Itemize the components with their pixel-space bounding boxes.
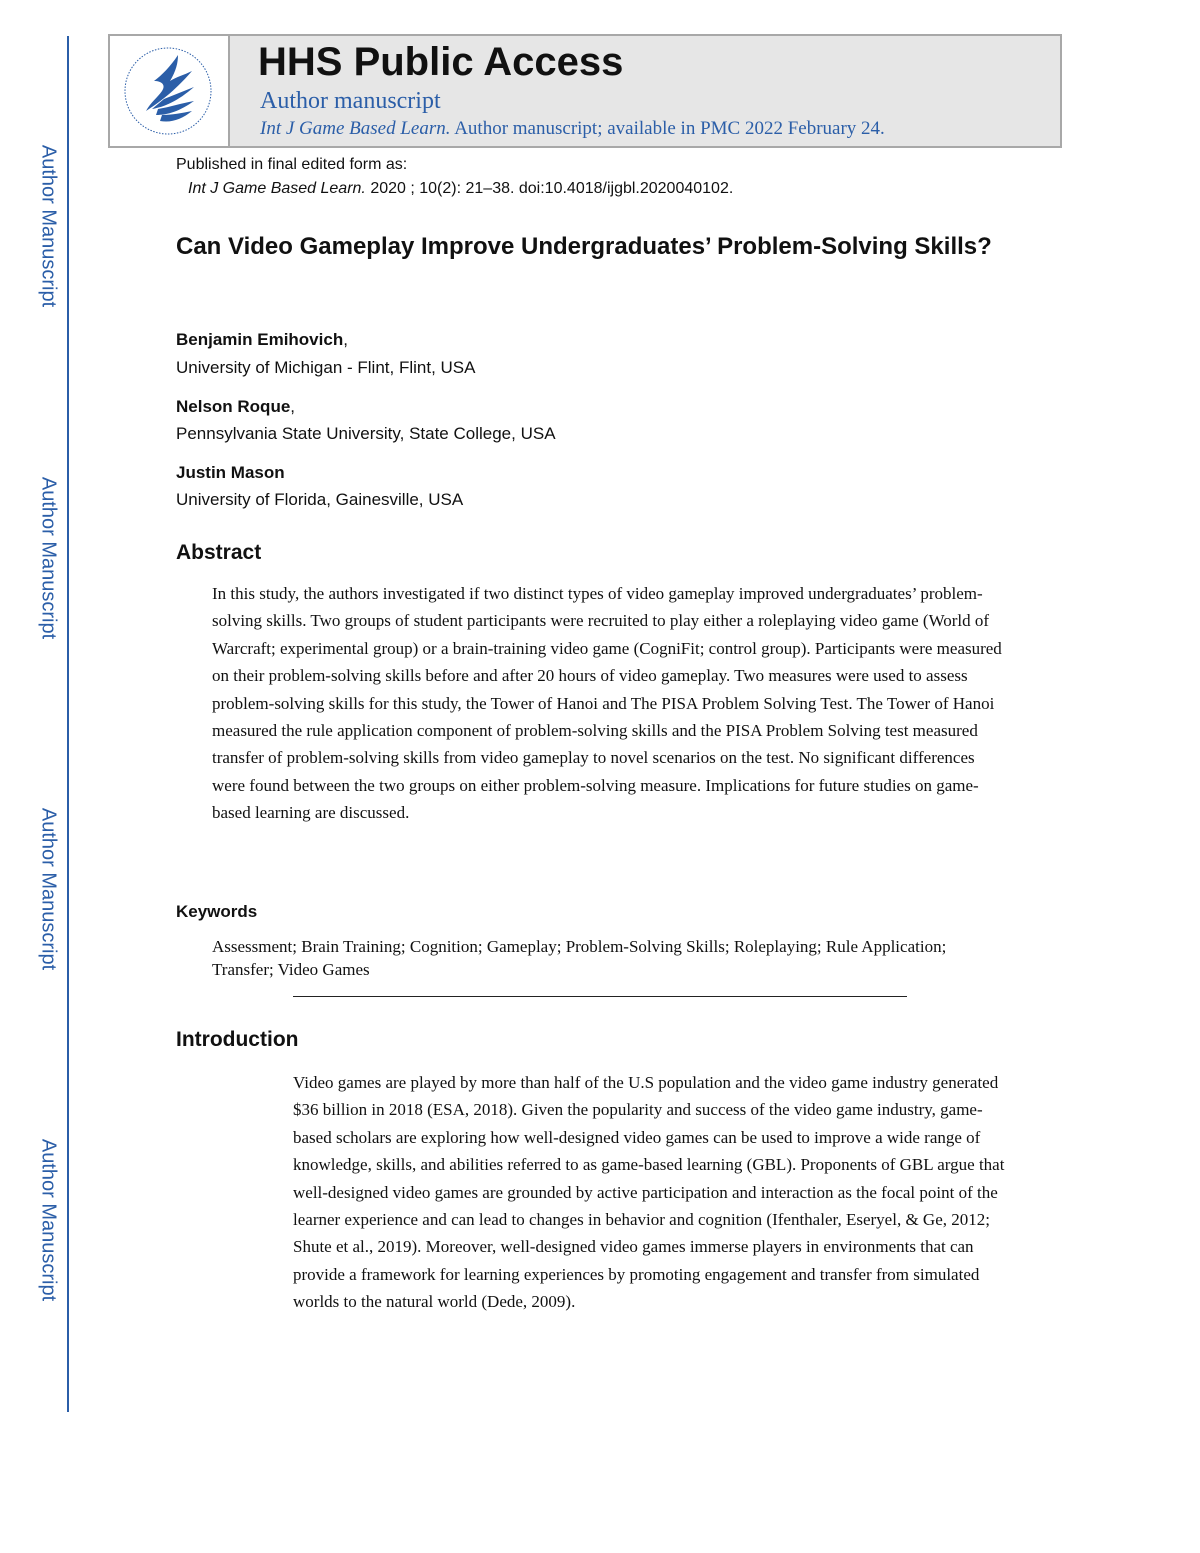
citation: [188, 180, 733, 198]
section-divider: [293, 996, 907, 997]
banner-journal: Int J Game Based Learn.: [260, 118, 451, 139]
author-affiliation: Pennsylvania State University, State College, USA: [176, 424, 556, 443]
introduction-heading: Introduction: [176, 1028, 299, 1051]
hhs-eagle-logo-icon: [118, 41, 218, 141]
hhs-logo: [110, 36, 230, 146]
paper-title: Can Video Gameplay Improve Undergraduates’ Problem-Solving Skills?: [176, 233, 992, 260]
banner-title: HHS Public Access: [258, 40, 624, 84]
citation-journal: Int J Game Based Learn.: [188, 180, 366, 197]
author-name: Nelson Roque,: [176, 397, 296, 416]
banner-availability: [260, 118, 885, 140]
abstract-text: In this study, the authors investigated if two distinct types of video gameplay improved undergraduates’ problem-solving skills. Two groups of student participants were recruited to play either a roleplaying video game (World of Warcraft; experimental group) or a brain-training video game (CogniFit; control group). Participants were measured on their problem-solving skills before and after 20 hours of video gameplay. Two measures were used to assess problem-solving skills for this study, the Tower of Hanoi and The PISA Problem Solving Test. The Tower of Hanoi measured the rule application component of problem-solving skills and the PISA Problem Solving test measured transfer of problem-solving skills from video gameplay to novel scenarios on the test. No significant differences were found between the two groups on either problem-solving measure. Implications for future studies on game- based learning are discussed.: [212, 584, 1002, 823]
abstract-heading: Abstract: [176, 541, 262, 564]
keywords-heading: Keywords: [176, 902, 258, 921]
banner-subtitle: Author manuscript: [260, 88, 441, 114]
hhs-banner: [108, 34, 1062, 148]
author-name: Justin Mason: [176, 463, 285, 482]
author-name: Benjamin Emihovich,: [176, 330, 348, 349]
published-label: Published in final edited form as:: [176, 156, 408, 173]
citation-details: 2020 ; 10(2): 21–38. doi:10.4018/ijgbl.2020040102.: [365, 180, 734, 197]
introduction-text: Video games are played by more than half of the U.S population and the video game industry generated $36 billion in 2018 (ESA, 2018). Given the popularity and success of the video game industry, game- based scholars are exploring how well-designed video games can be used to improve a wide range of knowledge, skills, and abilities referred to as game-based learning (GBL). Proponents of GBL argue that well-designed video games are grounded by active participation and interaction as the focal point of the learner experience and can lead to changes in behavior and cognition (Ifenthaler, Eseryel, & Ge, 2012; Shute et al., 2019). Moreover, well-designed video games immerse players in environments that can provide a framework for learning experiences by promoting engagement and transfer from simulated worlds to the natural world (Dede, 2009).: [293, 1073, 1005, 1312]
author-affiliation: University of Florida, Gainesville, USA: [176, 490, 464, 509]
keywords-text: Assessment; Brain Training; Cognition; Gameplay; Problem-Solving Skills; Roleplaying; Rule Application; Transfer; Video Games: [212, 937, 947, 979]
author-affiliation: University of Michigan - Flint, Flint, USA: [176, 358, 476, 377]
banner-availability-text: Author manuscript; available in PMC 2022 February 24.: [450, 118, 885, 139]
sidebar-rule: [67, 36, 69, 1412]
